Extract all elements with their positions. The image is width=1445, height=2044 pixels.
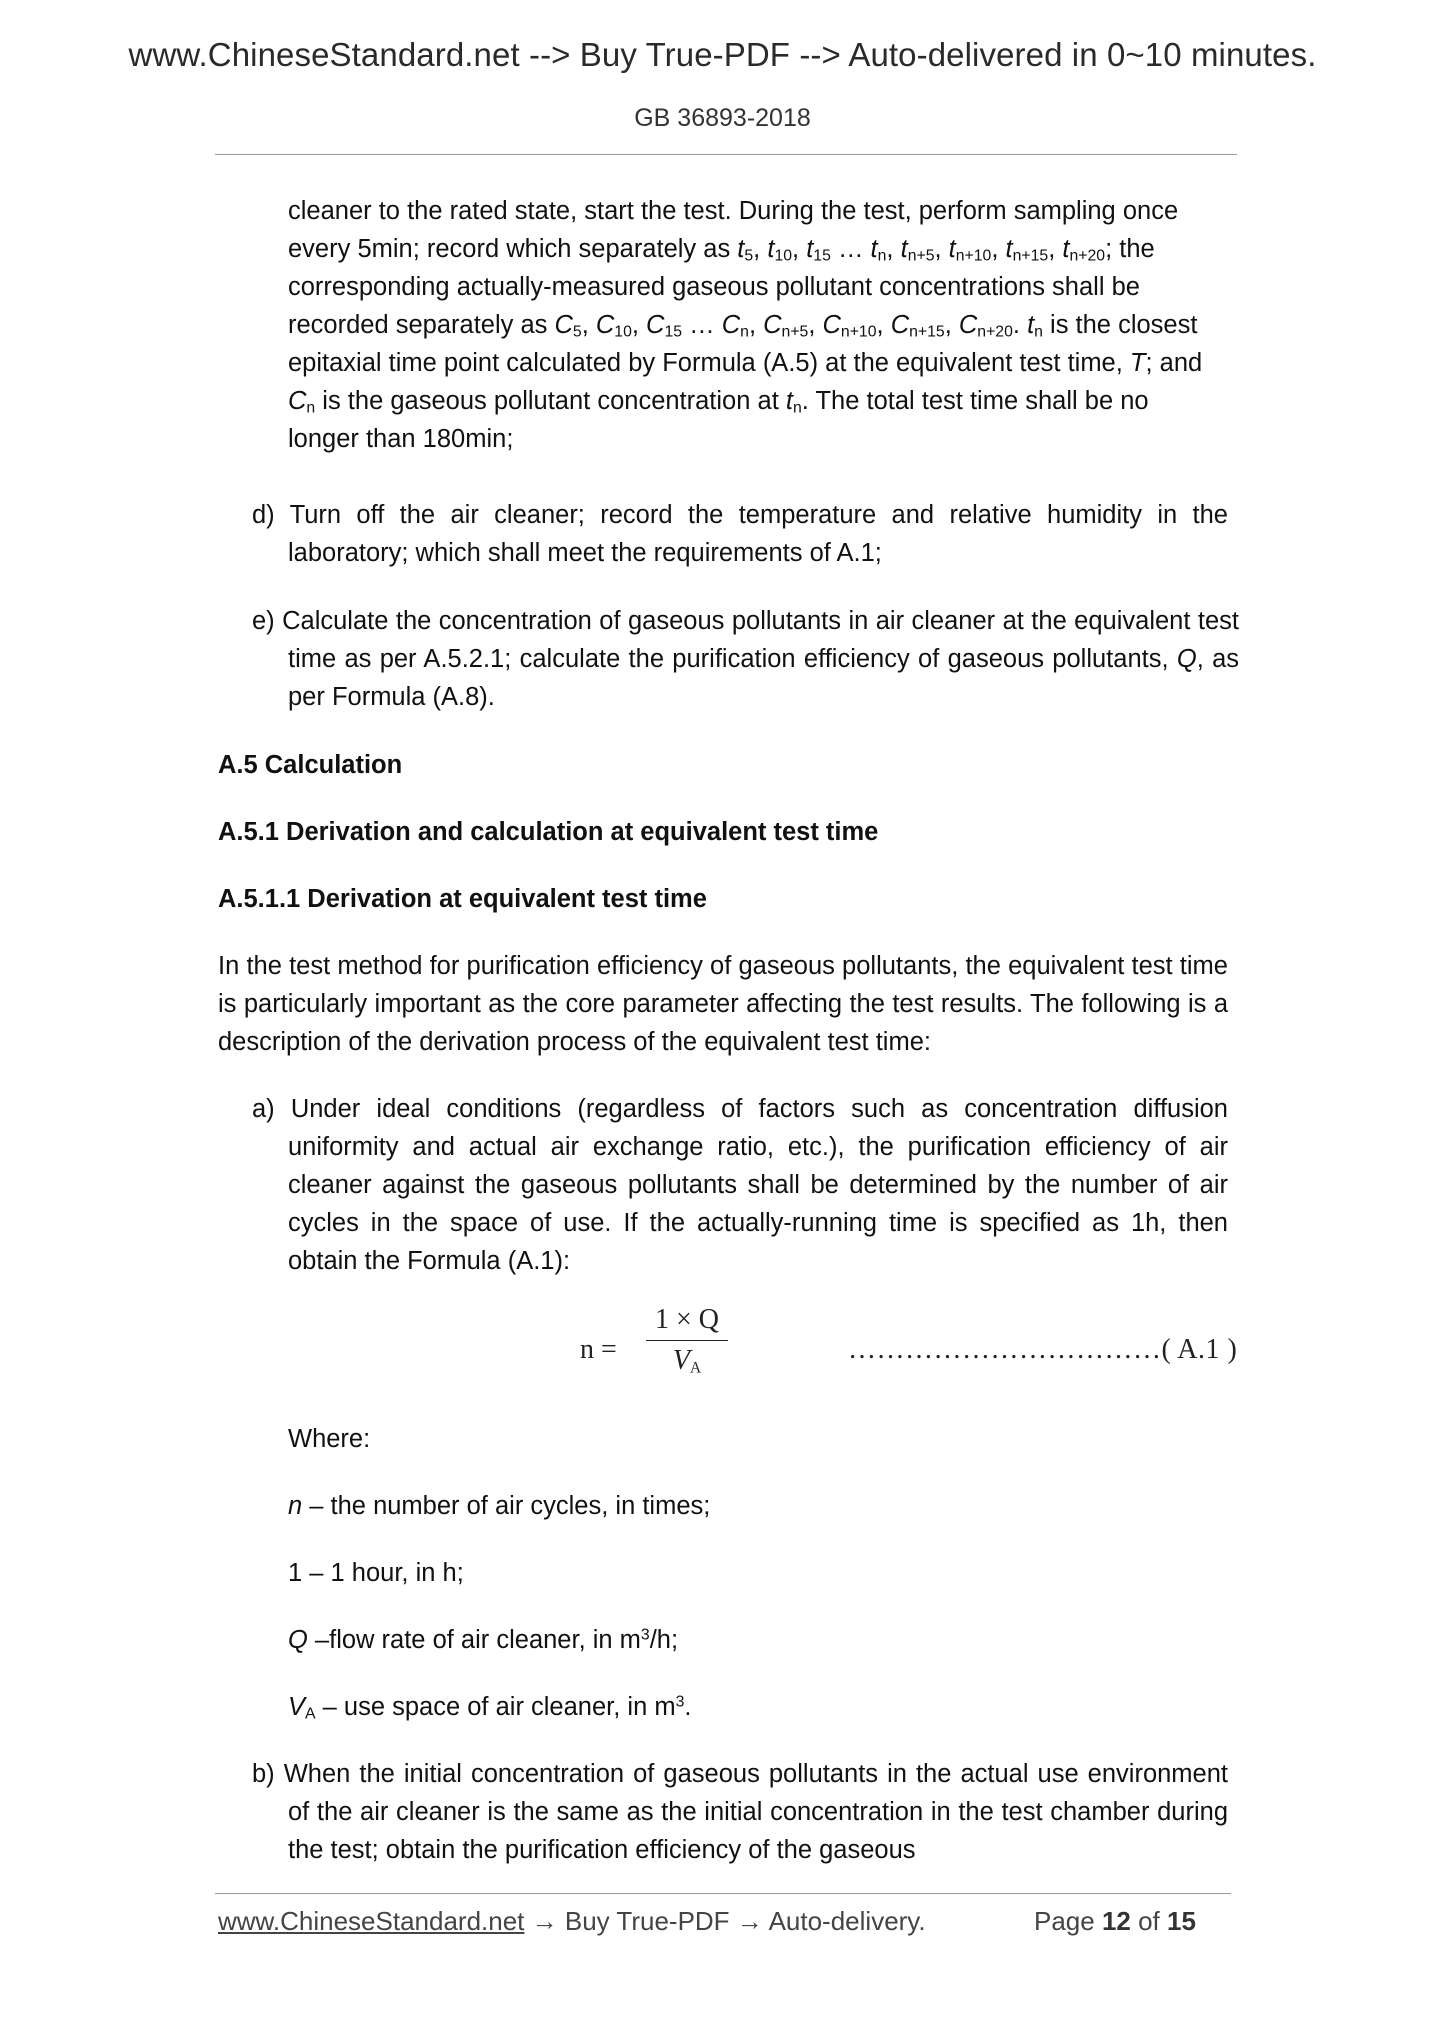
list-item-e: e) Calculate the concentration of gaseous pollutants in air cleaner at the equivalent test time as per A.5.2.1; calculate the purification efficiency of gaseous pollutants, Q, as per Formula (A.8). (252, 607, 1239, 711)
def-va: $V_A$ – use space of air cleaner, in $m^3$. (288, 1693, 692, 1723)
def-n: n – the number of air cycles, in times; (288, 1492, 711, 1520)
header-divider (215, 154, 1237, 155)
standard-code: GB 36893-2018 (634, 104, 811, 132)
list-item-d: d) Turn off the air cleaner; record the temperature and relative humidity in the laboratory; which shall meet the requirements of A.1; (252, 501, 1228, 567)
def-one-hour: 1 – 1 hour, in h; (288, 1559, 464, 1587)
formula-lhs: n = (580, 1334, 617, 1365)
c-line-1: cleaner to the rated state, start the test. During the test, perform sampling once (288, 197, 1179, 225)
c-line-4: recorded separately as $C_5$, $C_{10}$, $C_{15}$ … $C_n$, $C_{n+5}$, $C_{n+10}$, $C_{n+15}$, $C_{n+20}$. $t_n$ is the closest (288, 311, 1198, 341)
c-line-6: $C_n$ is the gaseous pollutant concentration at $t_n$. The total test time shall be no (288, 387, 1149, 417)
heading-a5: A.5 Calculation (218, 751, 403, 779)
intro-paragraph: In the test method for purification efficiency of gaseous pollutants, the equivalent test time is particularly important as the core parameter affecting the test results. The following is a description of the derivation process of the equivalent test time: (218, 952, 1228, 1056)
list-item-a: a) Under ideal conditions (regardless of factors such as concentration diffusion uniformity and actual air exchange ratio, etc.), the purification efficiency of air cleaner against the gaseous pollutants shall be determined by the number of air cycles in the space of use. If the actually-running time is specified as 1h, then obtain the Formula (A.1): (252, 1095, 1228, 1275)
formula-fraction (646, 1302, 728, 1379)
page-number: Page 12 of 15 (1034, 1906, 1196, 1936)
c-line-5: epitaxial time point calculated by Formula (A.5) at the equivalent test time, T; and (288, 349, 1203, 377)
c-line-3: corresponding actually-measured gaseous pollutant concentrations shall be (288, 273, 1140, 301)
c-line-7: longer than 180min; (288, 425, 514, 453)
formula-numerator: 1 × Q (654, 1304, 719, 1335)
top-banner[interactable]: www.ChineseStandard.net --> Buy True-PDF --> Auto-delivered in 0~10 minutes. (128, 36, 1317, 73)
list-item-b: b) When the initial concentration of gaseous pollutants in the actual use environment of the air cleaner is the same as the initial concentration in the test chamber during the test; obtain the purification efficiency of the gaseous (252, 1760, 1228, 1864)
def-q: Q –flow rate of air cleaner, in $m^3/h$; (288, 1626, 679, 1654)
formula-label: ……………………………( A.1 ) (848, 1334, 1238, 1365)
footer-promo: www.ChineseStandard.net → Buy True-PDF → Auto-delivery. (218, 1906, 926, 1936)
fraction-bar (646, 1340, 728, 1341)
footer-link[interactable]: www.ChineseStandard.net (218, 1906, 525, 1936)
heading-a51: A.5.1 Derivation and calculation at equivalent test time (218, 818, 879, 846)
footer-divider (215, 1893, 1231, 1894)
formula-denominator: $V_A$ (672, 1345, 702, 1377)
c-line-2: every 5min; record which separately as $t_5$, $t_{10}$, $t_{15}$ … $t_n$, $t_{n+5}$, $t_{n+10}$, $t_{n+15}$, $t_{n+20}$; the (288, 235, 1155, 265)
heading-a511: A.5.1.1 Derivation at equivalent test time (218, 885, 707, 913)
item-c-continuation (288, 192, 1228, 458)
where-label: Where: (288, 1425, 371, 1453)
